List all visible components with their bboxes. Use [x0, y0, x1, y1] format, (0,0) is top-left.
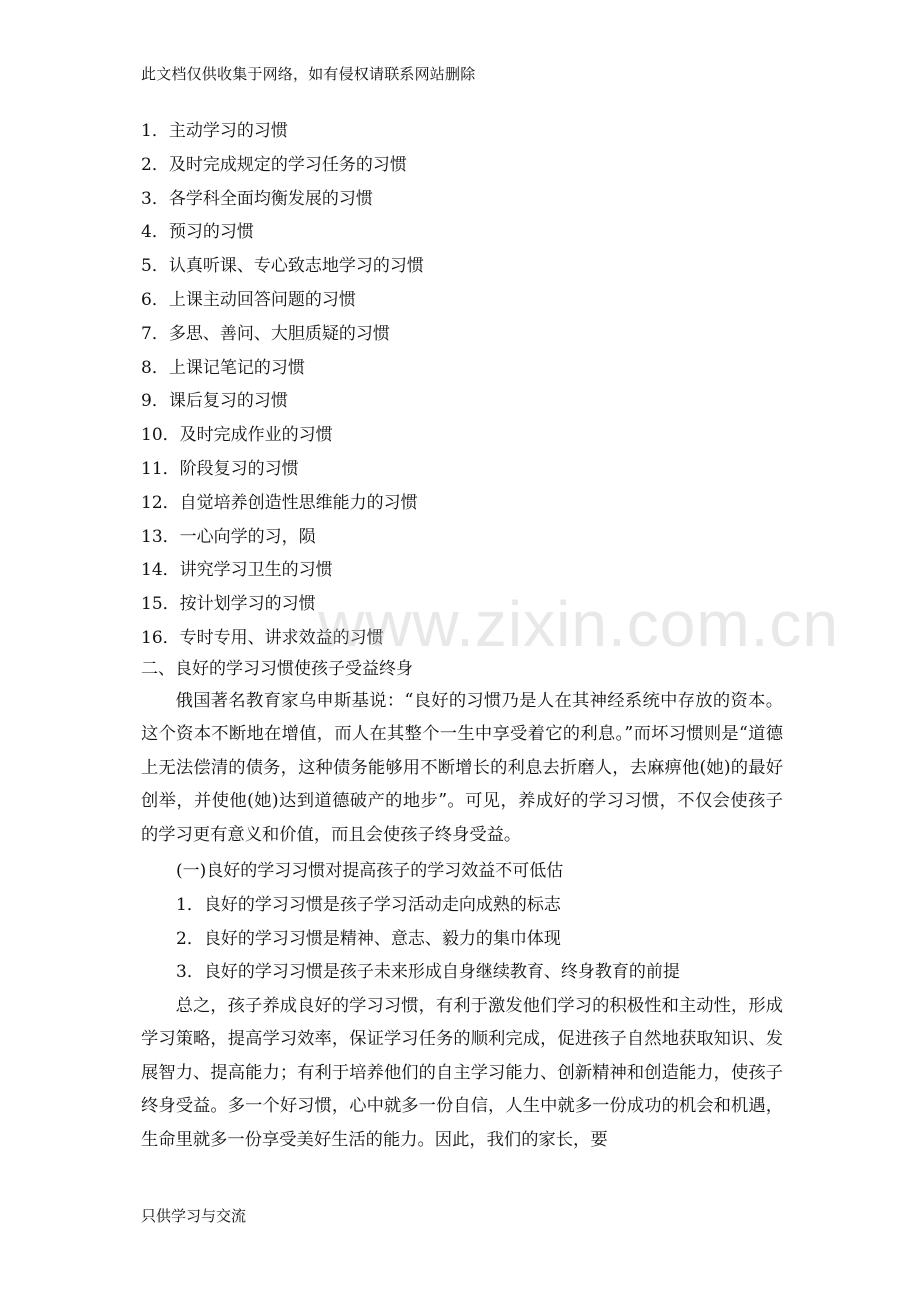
list-item: 13．一心向学的习，陨 — [141, 526, 316, 547]
quote-paragraph: 俄国著名教育家乌申斯基说：“良好的习惯乃是人在其神经系统中存放的资本。这个资本不断地在增值，而人在其整个一生中享受着它的利息。”而坏习惯则是“道德上无法偿清的债务，这种债务能够用不断增长的利息去折磨人，去麻痹他(她)的最好创举，并使他(她)达到道德破产的地步”。可见，养成好的学习习惯，不仅会使孩子的学习更有意义和价值，而且会使孩子终身受益。 — [141, 691, 783, 845]
list-item: 5．认真听课、专心致志地学习的习惯 — [141, 256, 424, 277]
watermark: www.zixin.com.cn — [318, 588, 839, 660]
footer-note: 只供学习与交流 — [141, 1207, 247, 1225]
list-item: 7．多思、善问、大胆质疑的习惯 — [141, 323, 390, 344]
list-item: 2．及时完成规定的学习任务的习惯 — [141, 154, 407, 175]
subsection-item: 1．良好的学习习惯是孩子学习活动走向成熟的标志 — [176, 895, 561, 915]
section-heading: 二、良好的学习习惯使孩子受益终身 — [141, 659, 413, 679]
list-item: 6．上课主动回答问题的习惯 — [141, 289, 356, 310]
list-item: 4．预习的习惯 — [141, 222, 254, 243]
list-item: 1．主动学习的习惯 — [141, 121, 288, 141]
subsection-item: 3．良好的学习习惯是孩子未来形成自身继续教育、终身教育的前提 — [176, 962, 680, 982]
summary-paragraph: 总之，孩子养成良好的学习习惯，有利于激发他们学习的积极性和主动性，形成学习策略，提高学习效率，保证学习任务的顺利完成，促进孩子自然地获取知识、发展智力、提高能力；有利于培养他们的自主学习能力、创新精神和创造能力，使孩子终身受益。多一个好习惯，心中就多一份自信，人生中就多一份成功的机会和机遇，生命里就多一份享受美好生活的能力。因此，我们的家长，要 — [141, 996, 783, 1150]
list-item: 3．各学科全面均衡发展的习惯 — [141, 188, 373, 209]
list-item: 11．阶段复习的习惯 — [141, 458, 299, 479]
list-item: 10．及时完成作业的习惯 — [141, 425, 333, 446]
header-disclaimer: 此文档仅供收集于网络，如有侵权请联系网站删除 — [141, 65, 476, 83]
subsection-heading: (一)良好的学习习惯对提高孩子的学习效益不可低估 — [176, 861, 564, 881]
list-item: 14．讲究学习卫生的习惯 — [141, 560, 333, 581]
subsection-item: 2．良好的学习习惯是精神、意志、毅力的集巾体现 — [176, 929, 561, 949]
list-item: 8．上课记笔记的习惯 — [141, 357, 305, 378]
habit-list — [141, 115, 801, 656]
list-item: 12．自觉培养创造性思维能力的习惯 — [141, 492, 418, 513]
list-item: 15．按计划学习的习惯 — [141, 594, 316, 615]
list-item: 9．课后复习的习惯 — [141, 391, 288, 412]
list-item: 16．专时专用、讲求效益的习惯 — [141, 627, 384, 648]
